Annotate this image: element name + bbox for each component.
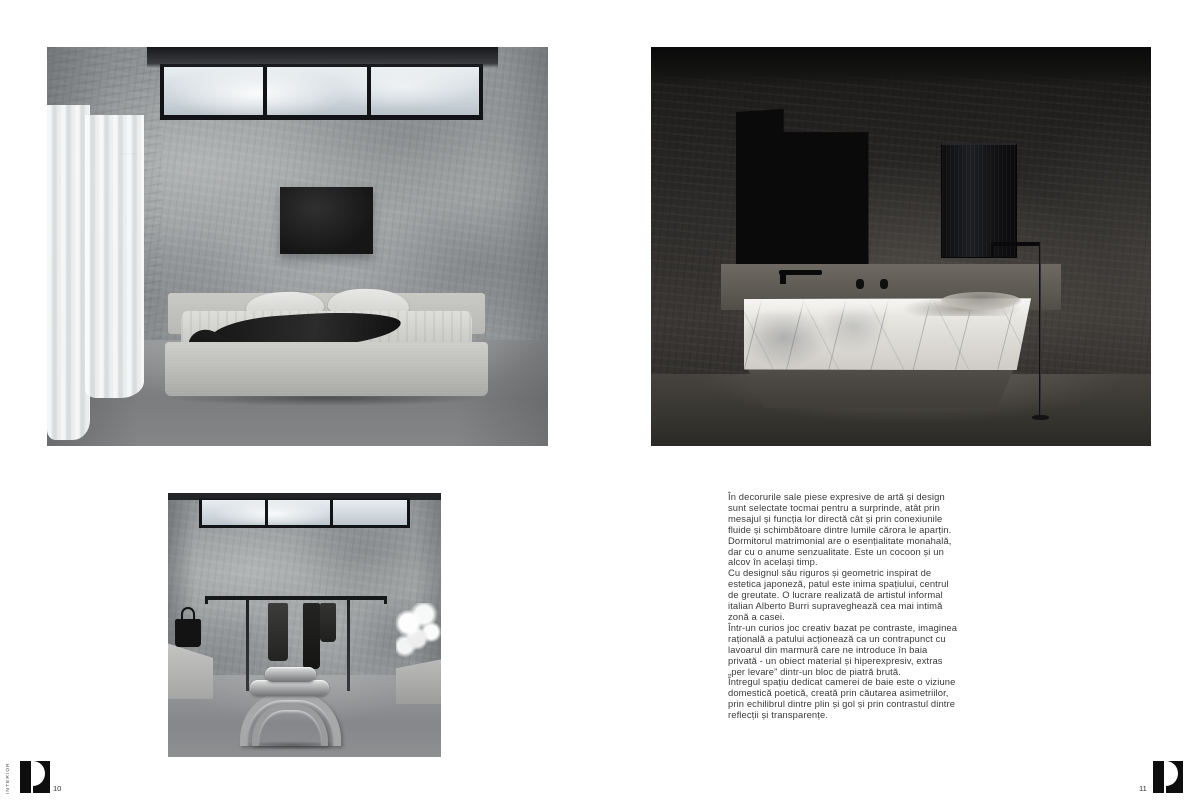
black-handbag (175, 619, 201, 647)
freestanding-faucet-spout (991, 242, 994, 259)
magazine-logo (20, 761, 50, 793)
freestanding-faucet-pole (1039, 243, 1042, 417)
white-flowers (396, 603, 441, 666)
dark-wall-recess (736, 109, 869, 265)
photo-bathroom (651, 47, 1151, 446)
photo-dressing-room (168, 493, 441, 757)
photo-bedroom (47, 47, 548, 446)
article-paragraph: Cu designul său riguros și geometric inspirat de estetica japoneză, patul este inima spațiului, centrul de greutate. O lucrare realizată de artistul informal italian Alberto Burri supraveghează cea mai intimă zonă a casei. (728, 567, 949, 622)
wall-artwork (280, 187, 373, 253)
article-paragraph: Într-un curios joc creativ bazat pe contraste, imaginea rațională a patului acționează ca un contrapunct cu lavoarul din marmură care ne introduce în baia privată - un obiect material și hiperexpresiv, extras „per levare” dintr-un bloc de piatră brută. (728, 621, 958, 677)
clerestory-window (199, 498, 409, 528)
page-number-left: 10 (53, 784, 62, 793)
tubular-metal-bench (239, 667, 343, 746)
sheer-curtain (47, 105, 90, 440)
hanging-jacket (320, 603, 335, 643)
clothes-rail (205, 596, 387, 599)
sheer-curtain (85, 115, 144, 398)
side-ledge (168, 643, 213, 698)
clerestory-window (160, 64, 483, 121)
hanging-coat (268, 603, 289, 661)
right-wall-shading (478, 47, 548, 374)
article-text-column (728, 492, 958, 721)
freestanding-faucet-base (1032, 415, 1049, 420)
wall-faucet (779, 270, 822, 284)
rail-leg (347, 599, 349, 691)
basin-pedestal (746, 364, 1016, 408)
hanging-dress (303, 603, 319, 669)
dark-door (941, 143, 1017, 258)
ceiling-strip (651, 47, 1151, 85)
platform-bed (165, 286, 488, 400)
magazine-logo (1153, 761, 1183, 793)
deck-fitting (856, 279, 864, 289)
deck-fitting (880, 279, 888, 289)
freestanding-faucet-arm (991, 242, 1041, 246)
page-number-right: 11 (1139, 784, 1147, 793)
section-label-interior: INTERIOR (6, 762, 11, 794)
article-paragraph: Întregul spațiu dedicat camerei de baie este o viziune domestică poetică, creată prin căutarea asimetriilor, prin echilibrul dintre plin și gol și prin contrastul dintre reflecții și transparențe. (728, 676, 956, 721)
article-paragraph: În decorurile sale piese expresive de artă și design sunt selectate tocmai pentru a surprinde, atât prin mesajul și funcția lor directă cât și prin conexiunile fluide și schimbătoare dintre lumile cărora le aparțin. Dormitorul matrimonial are o esențialitate monahală, dar cu o anume senzualitate. Este un cocoon și un alcov în același timp. (728, 491, 952, 568)
